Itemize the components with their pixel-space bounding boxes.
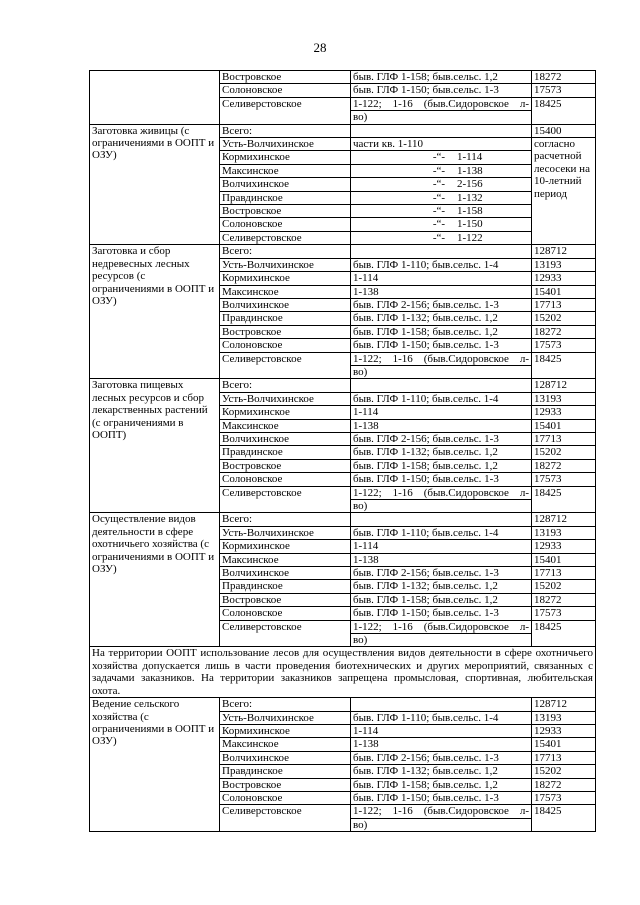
table-cell: Солоновское bbox=[220, 473, 351, 486]
table-cell: 15401 bbox=[532, 285, 596, 298]
table-cell: быв. ГЛФ 1-150; быв.сельс. 1-3 bbox=[351, 473, 532, 486]
table-cell: 1-122; 1-16 (быв.Сидоровское л- bbox=[351, 352, 532, 365]
table-cell: 12933 bbox=[532, 406, 596, 419]
page-number: 28 bbox=[313, 40, 327, 55]
table-cell: быв. ГЛФ 1-150; быв.сельс. 1-3 bbox=[351, 607, 532, 620]
table-cell: 128712 bbox=[532, 245, 596, 258]
table-row bbox=[90, 379, 596, 392]
table-cell: 128712 bbox=[532, 698, 596, 711]
table-cell: Усть-Волчихинское bbox=[220, 526, 351, 539]
table-row bbox=[90, 513, 596, 526]
table-cell: Селиверстовское bbox=[220, 620, 351, 647]
table-cell: Солоновское bbox=[220, 339, 351, 352]
table-cell: быв. ГЛФ 1-110; быв.сельс. 1-4 bbox=[351, 711, 532, 724]
ditto-mark: -“- bbox=[432, 218, 446, 231]
table-cell: Всего: bbox=[220, 513, 351, 526]
table-cell bbox=[351, 379, 532, 392]
table-cell: Кормихинское bbox=[220, 272, 351, 285]
quarter-range: 2-156 bbox=[457, 178, 483, 191]
table-cell: Усть-Волчихинское bbox=[220, 392, 351, 405]
table-cell: Кормихинское bbox=[220, 540, 351, 553]
table-cell: 17573 bbox=[532, 473, 596, 486]
table-row bbox=[90, 245, 596, 258]
table-cell: 18272 bbox=[532, 459, 596, 472]
table-cell bbox=[351, 698, 532, 711]
table-cell: Солоновское bbox=[220, 218, 351, 231]
table-cell: Максинское bbox=[220, 553, 351, 566]
table-cell: 18425 bbox=[532, 97, 596, 124]
table-cell: Правдинское bbox=[220, 580, 351, 593]
table-cell: Селиверстовское bbox=[220, 486, 351, 513]
table-cell: 17573 bbox=[532, 84, 596, 97]
table-cell: 18272 bbox=[532, 325, 596, 338]
table-cell: 15202 bbox=[532, 312, 596, 325]
note-cell: На территории ООПТ использование лесов для осуществления видов деятельности в сфере охотничьего хозяйства допускается лишь в части проведения биотехнических и других мероприятий, связанных с задачами заказников. На территории заказников запрещена промысловая, спортивная, любительская охота. bbox=[90, 647, 596, 698]
table-cell: Волчихинское bbox=[220, 751, 351, 764]
table-cell: Кормихинское bbox=[220, 724, 351, 737]
table-cell: 1-114 bbox=[351, 724, 532, 737]
table-cell: 18272 bbox=[532, 71, 596, 84]
table-cell: 17573 bbox=[532, 791, 596, 804]
table-cell: 1-114 bbox=[351, 272, 532, 285]
table-cell: Всего: bbox=[220, 124, 351, 137]
table-cell: быв. ГЛФ 1-158; быв.сельс. 1,2 bbox=[351, 71, 532, 84]
table-cell: Волчихинское bbox=[220, 567, 351, 580]
table-cell: 128712 bbox=[532, 379, 596, 392]
table-cell: Волчихинское bbox=[220, 432, 351, 445]
table-cell: 1-122; 1-16 (быв.Сидоровское л- bbox=[351, 486, 532, 499]
table-cell: быв. ГЛФ 1-158; быв.сельс. 1,2 bbox=[351, 593, 532, 606]
table-cell: быв. ГЛФ 1-132; быв.сельс. 1,2 bbox=[351, 765, 532, 778]
table-cell: 1-122; 1-16 (быв.Сидоровское л- bbox=[351, 805, 532, 818]
table-cell: 15202 bbox=[532, 580, 596, 593]
table-cell: 1-122; 1-16 (быв.Сидоровское л- bbox=[351, 97, 532, 110]
table-cell bbox=[351, 513, 532, 526]
table-cell: 12933 bbox=[532, 540, 596, 553]
table-cell: 1-138 bbox=[351, 285, 532, 298]
table-cell: 17713 bbox=[532, 432, 596, 445]
table-cell: Востровское bbox=[220, 778, 351, 791]
table-cell: Заготовка живицы (с ограничениями в ООПТ и ОЗУ) bbox=[90, 124, 220, 245]
table-cell: Заготовка пищевых лесных ресурсов и сбор лекарственных растений (с ограничениями в ООПТ) bbox=[90, 379, 220, 513]
table-cell: Селиверстовское bbox=[220, 231, 351, 244]
ditto-mark: -“- bbox=[432, 205, 446, 218]
table-cell: 1-114 bbox=[351, 406, 532, 419]
table-cell: 18272 bbox=[532, 778, 596, 791]
table-cell: 18425 bbox=[532, 805, 596, 832]
table-cell: 17713 bbox=[532, 298, 596, 311]
table-cell: 17713 bbox=[532, 567, 596, 580]
table-cell: Селиверстовское bbox=[220, 97, 351, 124]
table-cell bbox=[351, 191, 532, 204]
table-cell: 1-138 bbox=[351, 738, 532, 751]
table-cell: Правдинское bbox=[220, 765, 351, 778]
table-cell: 15401 bbox=[532, 419, 596, 432]
table-cell: Кормихинское bbox=[220, 406, 351, 419]
table-cell: 12933 bbox=[532, 272, 596, 285]
table-cell: согласно расчетной лесосеки на 10-летний период bbox=[532, 138, 596, 245]
table-cell: Солоновское bbox=[220, 791, 351, 804]
table-row bbox=[90, 647, 596, 698]
table-cell: 13193 bbox=[532, 526, 596, 539]
table-cell: 12933 bbox=[532, 724, 596, 737]
table-cell: 13193 bbox=[532, 258, 596, 271]
table-cell: Селиверстовское bbox=[220, 352, 351, 379]
table-cell: Заготовка и сбор недревесных лесных ресурсов (с ограничениями в ООПТ и ОЗУ) bbox=[90, 245, 220, 379]
table-cell: во) bbox=[351, 634, 532, 647]
table-cell: Востровское bbox=[220, 71, 351, 84]
table-cell: во) bbox=[351, 111, 532, 124]
table-cell: Востровское bbox=[220, 325, 351, 338]
table-cell: 17573 bbox=[532, 339, 596, 352]
table-cell: Ведение сельского хозяйства (с ограничениями в ООПТ и ОЗУ) bbox=[90, 698, 220, 832]
table-cell: Востровское bbox=[220, 459, 351, 472]
table-cell bbox=[351, 124, 532, 137]
quarter-range: 1-132 bbox=[457, 191, 483, 204]
table-cell: 1-138 bbox=[351, 419, 532, 432]
table-cell: Всего: bbox=[220, 245, 351, 258]
table-cell: Усть-Волчихинское bbox=[220, 711, 351, 724]
table-row bbox=[90, 698, 596, 711]
table-cell: во) bbox=[351, 818, 532, 831]
table-cell: Волчихинское bbox=[220, 298, 351, 311]
table-cell bbox=[351, 178, 532, 191]
table-cell: быв. ГЛФ 1-132; быв.сельс. 1,2 bbox=[351, 580, 532, 593]
table-cell: 128712 bbox=[532, 513, 596, 526]
table-cell: быв. ГЛФ 1-158; быв.сельс. 1,2 bbox=[351, 459, 532, 472]
table-cell: 13193 bbox=[532, 392, 596, 405]
table-cell: Кормихинское bbox=[220, 151, 351, 164]
table-cell: Всего: bbox=[220, 698, 351, 711]
table-cell: Правдинское bbox=[220, 446, 351, 459]
table-cell: 15400 bbox=[532, 124, 596, 137]
table-cell: 15401 bbox=[532, 553, 596, 566]
table-cell: Востровское bbox=[220, 593, 351, 606]
table-cell: 1-138 bbox=[351, 553, 532, 566]
table-cell: быв. ГЛФ 1-110; быв.сельс. 1-4 bbox=[351, 258, 532, 271]
table-cell: Востровское bbox=[220, 205, 351, 218]
table-cell: Солоновское bbox=[220, 607, 351, 620]
table-cell: быв. ГЛФ 1-110; быв.сельс. 1-4 bbox=[351, 392, 532, 405]
quarter-range: 1-158 bbox=[457, 205, 483, 218]
table-cell: 1-122; 1-16 (быв.Сидоровское л- bbox=[351, 620, 532, 633]
table-cell: части кв. 1-110 bbox=[351, 138, 532, 151]
table-cell: 18425 bbox=[532, 486, 596, 513]
table-cell bbox=[90, 71, 220, 125]
quarter-range: 1-114 bbox=[457, 151, 483, 164]
table-cell: Осуществление видов деятельности в сфере охотничьего хозяйства (с ограничениями в ООПТ и ОЗУ) bbox=[90, 513, 220, 647]
table-cell bbox=[351, 164, 532, 177]
table-cell: 1-114 bbox=[351, 540, 532, 553]
table-cell: Всего: bbox=[220, 379, 351, 392]
table-cell: Волчихинское bbox=[220, 178, 351, 191]
table-body bbox=[90, 71, 596, 832]
table-cell: быв. ГЛФ 1-132; быв.сельс. 1,2 bbox=[351, 446, 532, 459]
table-cell: 15401 bbox=[532, 738, 596, 751]
table-cell: 13193 bbox=[532, 711, 596, 724]
table-cell: Правдинское bbox=[220, 191, 351, 204]
table-cell bbox=[351, 218, 532, 231]
table-cell: быв. ГЛФ 2-156; быв.сельс. 1-3 bbox=[351, 751, 532, 764]
table-cell: 15202 bbox=[532, 446, 596, 459]
ditto-mark: -“- bbox=[432, 231, 446, 244]
quarter-range: 1-150 bbox=[457, 218, 483, 231]
table-cell: быв. ГЛФ 2-156; быв.сельс. 1-3 bbox=[351, 298, 532, 311]
ditto-mark: -“- bbox=[432, 191, 446, 204]
table-row bbox=[90, 71, 596, 84]
table-cell: Солоновское bbox=[220, 84, 351, 97]
table-cell bbox=[351, 231, 532, 244]
table-row bbox=[90, 124, 596, 137]
table-cell: Максинское bbox=[220, 419, 351, 432]
table-cell: во) bbox=[351, 365, 532, 378]
table-cell: 17713 bbox=[532, 751, 596, 764]
table-cell: Усть-Волчихинское bbox=[220, 138, 351, 151]
table-cell: 17573 bbox=[532, 607, 596, 620]
table-cell: быв. ГЛФ 2-156; быв.сельс. 1-3 bbox=[351, 432, 532, 445]
table-cell: быв. ГЛФ 1-132; быв.сельс. 1,2 bbox=[351, 312, 532, 325]
table-cell: во) bbox=[351, 500, 532, 513]
table-cell: 18425 bbox=[532, 620, 596, 647]
table-cell: Максинское bbox=[220, 285, 351, 298]
table-cell: быв. ГЛФ 1-158; быв.сельс. 1,2 bbox=[351, 778, 532, 791]
table-cell: Правдинское bbox=[220, 312, 351, 325]
ditto-mark: -“- bbox=[432, 178, 446, 191]
table-cell: быв. ГЛФ 1-150; быв.сельс. 1-3 bbox=[351, 791, 532, 804]
table-cell: быв. ГЛФ 1-150; быв.сельс. 1-3 bbox=[351, 339, 532, 352]
table-cell: 18272 bbox=[532, 593, 596, 606]
table-cell bbox=[351, 245, 532, 258]
quarter-range: 1-138 bbox=[457, 164, 483, 177]
table-cell: 15202 bbox=[532, 765, 596, 778]
table-cell: Селиверстовское bbox=[220, 805, 351, 832]
table-cell bbox=[351, 151, 532, 164]
table-cell: быв. ГЛФ 1-158; быв.сельс. 1,2 bbox=[351, 325, 532, 338]
table-cell: 18425 bbox=[532, 352, 596, 379]
table-cell bbox=[351, 205, 532, 218]
quarter-range: 1-122 bbox=[457, 231, 483, 244]
table-cell: быв. ГЛФ 1-110; быв.сельс. 1-4 bbox=[351, 526, 532, 539]
table-cell: быв. ГЛФ 1-150; быв.сельс. 1-3 bbox=[351, 84, 532, 97]
forest-use-table bbox=[89, 70, 596, 832]
table-cell: Максинское bbox=[220, 164, 351, 177]
table-cell: быв. ГЛФ 2-156; быв.сельс. 1-3 bbox=[351, 567, 532, 580]
ditto-mark: -“- bbox=[432, 151, 446, 164]
table-cell: Максинское bbox=[220, 738, 351, 751]
table-cell: Усть-Волчихинское bbox=[220, 258, 351, 271]
ditto-mark: -“- bbox=[432, 164, 446, 177]
